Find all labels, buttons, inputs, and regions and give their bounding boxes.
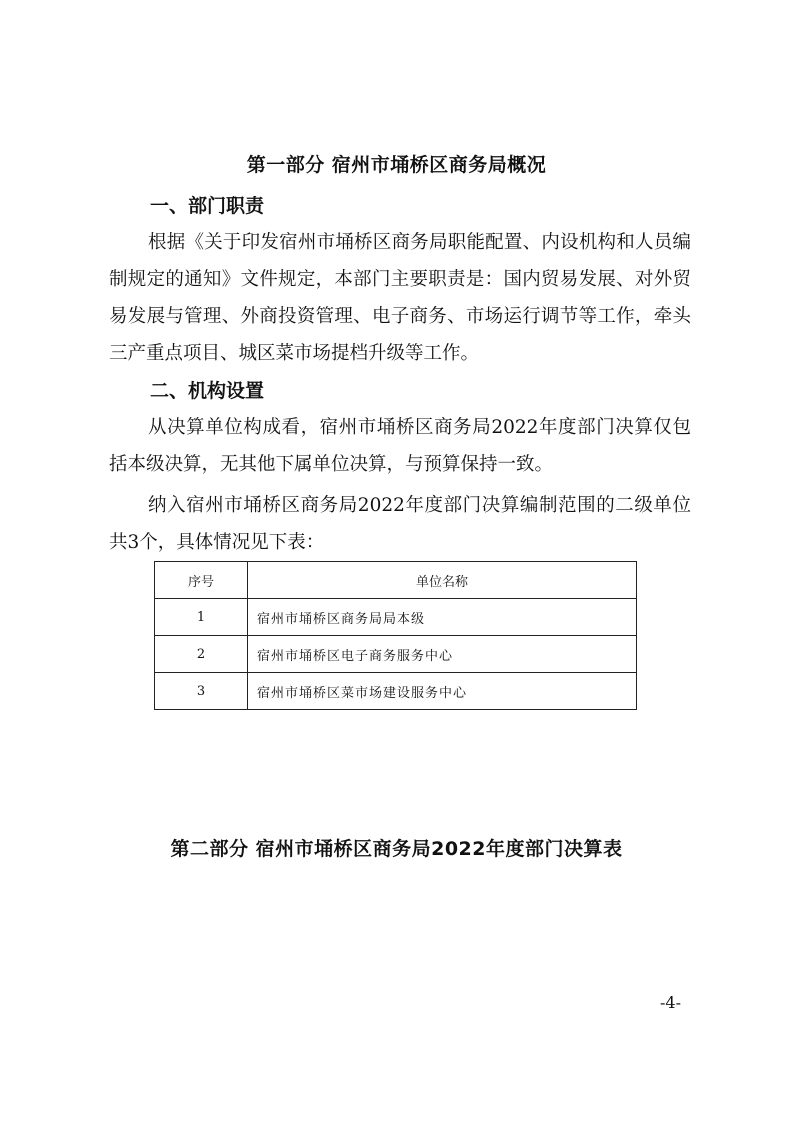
row-unit-name: 宿州市埇桥区菜市场建设服务中心 <box>248 673 637 710</box>
row-index: 1 <box>155 599 248 636</box>
header-unit-name: 单位名称 <box>248 562 637 599</box>
section1-heading: 一、部门职责 <box>150 195 265 217</box>
table-header-row <box>155 562 637 599</box>
section2-heading: 二、机构设置 <box>150 380 265 402</box>
row-index: 3 <box>155 673 248 710</box>
table-row <box>155 673 637 710</box>
part2-title: 第二部分 宿州市埇桥区商务局2022年度部门决算表 <box>170 838 623 860</box>
header-index: 序号 <box>155 562 248 599</box>
section1-paragraph: 根据《关于印发宿州市埇桥区商务局职能配置、内设机构和人员编制规定的通知》文件规定，本部门主要职责是：国内贸易发展、对外贸易发展与管理、外商投资管理、电子商务、市场运行调节等工作，牵头三产重点项目、城区菜市场提档升级等工作。 <box>109 232 691 364</box>
units-table <box>154 561 637 710</box>
table-row <box>155 636 637 673</box>
section2-paragraph2: 纳入宿州市埇桥区商务局2022年度部门决算编制范围的二级单位共3个，具体情况见下表： <box>109 495 691 553</box>
row-index: 2 <box>155 636 248 673</box>
part1-title: 第一部分 宿州市埇桥区商务局概况 <box>246 154 547 176</box>
table-row <box>155 599 637 636</box>
page-number: -4- <box>660 993 681 1012</box>
row-unit-name: 宿州市埇桥区电子商务服务中心 <box>248 636 637 673</box>
row-unit-name: 宿州市埇桥区商务局局本级 <box>248 599 637 636</box>
section2-paragraph1: 从决算单位构成看，宿州市埇桥区商务局2022年度部门决算仅包括本级决算，无其他下属单位决算，与预算保持一致。 <box>109 417 691 475</box>
